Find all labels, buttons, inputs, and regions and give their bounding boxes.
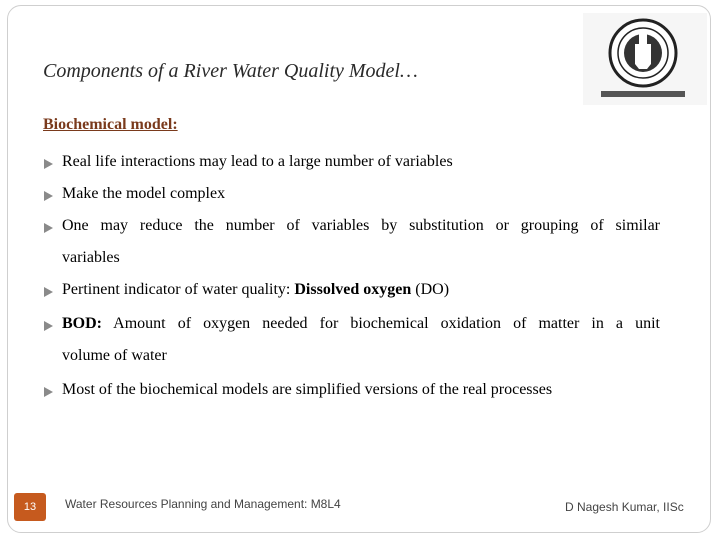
bullet-text: Most of the biochemical models are simplified versions of the real processes [62, 381, 553, 398]
slide-title: Components of a River Water Quality Model… [43, 60, 418, 82]
bullet-item [44, 146, 660, 178]
bullet-item [44, 308, 660, 372]
bullet-text-continuation: variables [62, 249, 120, 266]
bullet-emphasis: Dissolved oxygen [294, 281, 412, 298]
section-heading: Biochemical model: [43, 116, 178, 133]
bullet-item [44, 210, 660, 274]
bullet-item [44, 274, 660, 306]
bullet-text: Amount of oxygen needed for biochemical oxidation of matter in a unit [102, 315, 660, 332]
bullet-item [44, 178, 660, 210]
footer-course: Water Resources Planning and Management: M8L4 [65, 497, 341, 511]
institute-logo [583, 13, 707, 105]
bullet-item [44, 374, 660, 406]
bullet-text-continuation: volume of water [62, 347, 167, 364]
bullet-text: Pertinent indicator of water quality: [62, 281, 295, 298]
bullet-text: One may reduce the number of variables by substitution or grouping of similar [62, 217, 660, 234]
bullet-list [44, 146, 660, 406]
slide-number-badge: 13 [14, 493, 46, 521]
bullet-text: Real life interactions may lead to a large number of variables [62, 153, 453, 170]
bullet-line [62, 308, 660, 340]
bullet-text: Make the model complex [62, 185, 226, 202]
footer-author: D Nagesh Kumar, IISc [565, 500, 684, 514]
bullet-text: (DO) [411, 281, 450, 298]
bullet-emphasis: BOD: [62, 315, 102, 332]
